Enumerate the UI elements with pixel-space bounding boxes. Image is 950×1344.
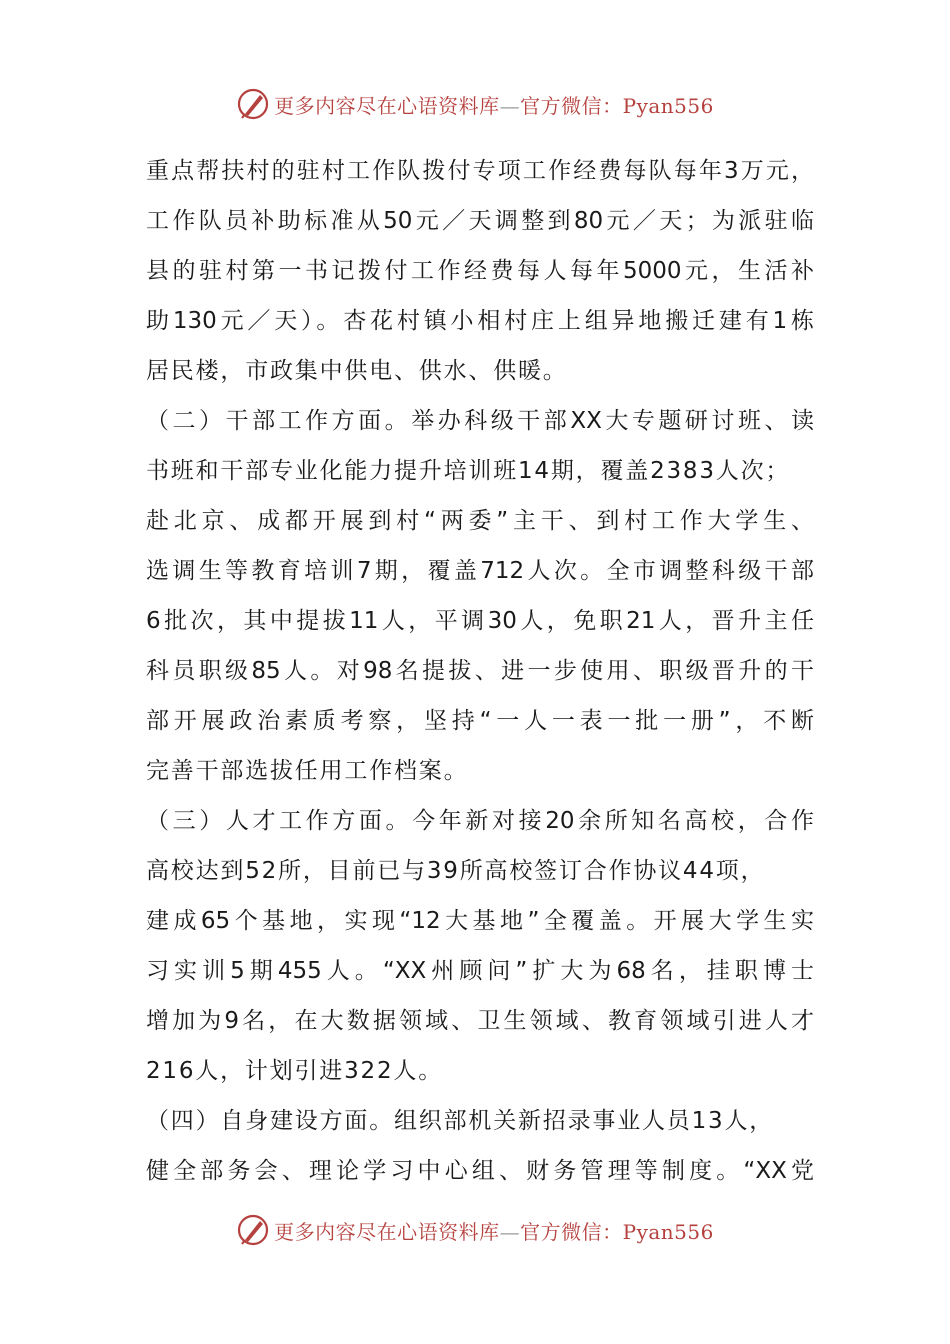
- text-line: 6批次，其中提拔11人，平调30人，免职21人，晋升主任: [146, 608, 814, 634]
- watermark-banner-top: [0, 84, 950, 124]
- text-line: （三）人才工作方面。今年新对接20余所知名高校，合作: [146, 808, 814, 834]
- text-line: 选调生等教育培训7期，覆盖712人次。全市调整科级干部: [146, 558, 814, 584]
- text-line: 健全部务会、理论学习中心组、财务管理等制度。“XX党: [146, 1158, 814, 1184]
- text-line: 助130元／天）。杏花村镇小相村庄上组异地搬迁建有1栋: [146, 308, 814, 334]
- quill-logo-icon: [236, 87, 270, 121]
- quill-logo-icon: [236, 1213, 270, 1247]
- text-line: 书班和干部专业化能力提升培训班14期，覆盖2383人次；: [146, 458, 791, 484]
- text-line: 完善干部选拔任用工作档案。: [146, 758, 469, 784]
- text-line: 赴北京、成都开展到村“两委”主干、到村工作大学生、: [146, 508, 814, 534]
- watermark-text: 更多内容尽在心语资料库—官方微信：Pyan556: [274, 93, 714, 118]
- text-line: 部开展政治素质考察，坚持“一人一表一批一册”，不断: [146, 708, 814, 734]
- text-line: 工作队员补助标准从50元／天调整到80元／天；为派驻临: [146, 208, 814, 234]
- text-line: （四）自身建设方面。组织部机关新招录事业人员13人，: [146, 1108, 775, 1134]
- text-line: 习实训5期455人。“XX州顾问”扩大为68名，挂职博士: [146, 958, 814, 984]
- watermark-banner-bottom: [0, 1210, 950, 1250]
- text-line: 增加为9名，在大数据领域、卫生领域、教育领域引进人才: [146, 1008, 814, 1034]
- text-line: 重点帮扶村的驻村工作队拨付专项工作经费每队每年3万元，: [146, 158, 814, 184]
- text-line: 高校达到52所，目前已与39所高校签订合作协议44项，: [146, 858, 766, 884]
- text-line: 居民楼，市政集中供电、供水、供暖。: [146, 358, 568, 384]
- text-line: 建成65个基地，实现“12大基地”全覆盖。开展大学生实: [146, 908, 814, 934]
- text-line: 县的驻村第一书记拨付工作经费每人每年5000元，生活补: [146, 258, 814, 284]
- text-line: 科员职级85人。对98名提拔、进一步使用、职级晋升的干: [146, 658, 814, 684]
- watermark-text: 更多内容尽在心语资料库—官方微信：Pyan556: [274, 1219, 714, 1244]
- document-body: [146, 146, 814, 1196]
- text-line: 216人，计划引进322人。: [146, 1058, 443, 1084]
- text-line: （二）干部工作方面。举办科级干部XX大专题研讨班、读: [146, 408, 814, 434]
